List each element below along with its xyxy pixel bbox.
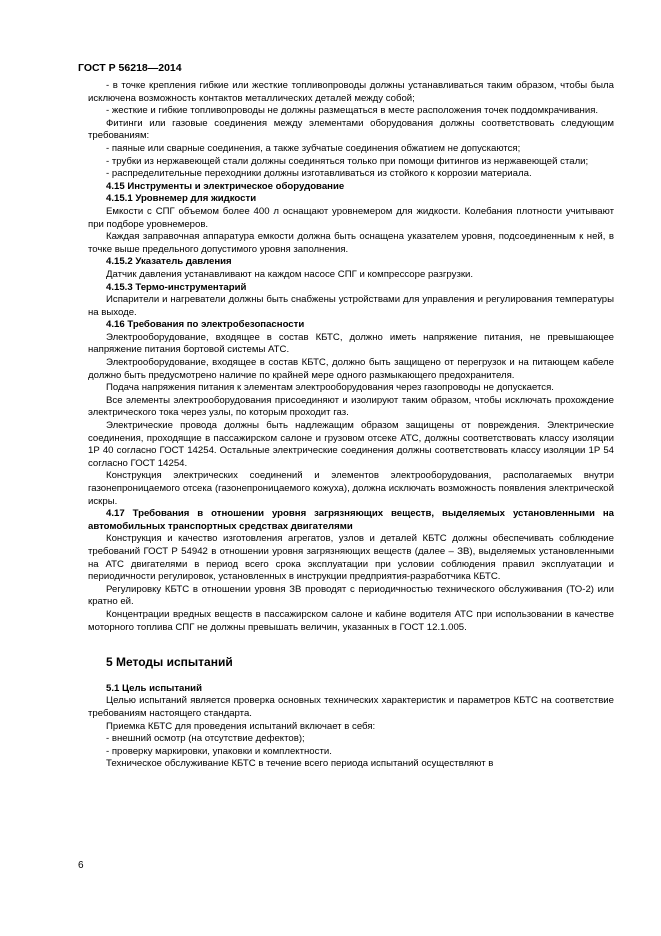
section-heading: 4.17 Требования в отношении уровня загрязняющих веществ, выделяемых установленными на автомобильных транспортных средствах двигателями (88, 508, 614, 532)
paragraph: Конструкция электрических соединений и элементов электрооборудования, располагаемых внутри газонепроницаемого отсека (газонепроницаемого кожуха), должна исключать возможность появления электрической искры. (88, 470, 614, 507)
paragraph: Электрические провода должны быть надлежащим образом защищены от повреждения. Электрические соединения, проходящие в пассажирском салоне и грузовом отсеке АТС, должны соответствовать классу изоляции 1Р 40 согласно ГОСТ 14254. Остальные электрические соединения должны соответствовать классу изоляции 1Р 54 согласно ГОСТ 14254. (88, 420, 614, 469)
paragraph: - в точке крепления гибкие или жесткие топливопроводы должны устанавливаться таким образом, чтобы была исключена возможность контактов металлических деталей между собой; (88, 80, 614, 104)
paragraph: Датчик давления устанавливают на каждом насосе СПГ и компрессоре разгрузки. (106, 268, 474, 280)
paragraph: Электрооборудование, входящее в состав КБТС, должно быть защищено от перегрузок и на питающем кабеле должно быть предусмотрено наличие по крайней мере одного размыкающего предохранителя. (88, 357, 614, 381)
chapter-heading: 5 Методы испытаний (106, 655, 233, 670)
paragraph: Приемка КБТС для проведения испытаний включает в себя: (106, 720, 376, 732)
paragraph: - паяные или сварные соединения, а также зубчатые соединения обжатием не допускаются; (106, 142, 521, 154)
document-body (88, 80, 614, 771)
paragraph: - распределительные переходники должны изготавливаться из стойкого к коррозии материала. (106, 168, 532, 180)
paragraph: Испарители и нагреватели должны быть снабжены устройствами для управления и регулирования температуры на выходе. (88, 294, 614, 318)
paragraph: - проверку маркировки, упаковки и комплектности. (106, 745, 332, 757)
document-header: ГОСТ Р 56218—2014 (78, 62, 182, 74)
paragraph: Все элементы электрооборудования присоединяют и изолируют таким образом, чтобы исключать прохождение электрического тока через узлы, по которым проходит газ. (88, 394, 614, 419)
paragraph: - трубки из нержавеющей стали должны соединяться только при помощи фитингов из нержавеющей стали; (106, 155, 589, 167)
subsection-heading: 5.1 Цель испытаний (106, 682, 202, 694)
section-heading: 4.15.3 Термо-инструментарий (106, 281, 247, 293)
paragraph: Электрооборудование, входящее в состав КБТС, должно иметь напряжение питания, не превышающее напряжение питания бортовой системы АТС. (88, 331, 614, 356)
paragraph: Фитинги или газовые соединения между элементами оборудования должны соответствовать следующим требованиям: (88, 117, 614, 142)
section-heading: 4.16 Требования по электробезопасности (106, 319, 305, 331)
section-heading: 4.15 Инструменты и электрическое оборудование (106, 180, 345, 192)
section-heading: 4.15.2 Указатель давления (106, 256, 232, 268)
paragraph: - внешний осмотр (на отсутствие дефектов); (106, 733, 305, 745)
paragraph: - жесткие и гибкие топливопроводы не должны размещаться в месте расположения точек поддомкрачивания. (106, 105, 599, 117)
section-heading: 4.15.1 Уровнемер для жидкости (106, 193, 257, 205)
paragraph: Каждая заправочная аппаратура емкости должна быть оснащена указателем уровня, подсоединенным к ней, в точке выше предельного допустимого уровня заполнения. (88, 231, 614, 255)
paragraph: Емкости с СПГ объемом более 400 л оснащают уровнемером для жидкости. Колебания плотности учитывают при подборе уровнемеров. (88, 205, 614, 230)
paragraph: Техническое обслуживание КБТС в течение всего периода испытаний осуществляют в (106, 758, 494, 770)
paragraph: Регулировку КБТС в отношении уровня ЗВ проводят с периодичностью технического обслуживания (ТО-2) или кратно ей. (88, 583, 614, 608)
paragraph: Концентрации вредных веществ в пассажирском салоне и кабине водителя АТС при использовании в качестве моторного топлива СПГ не должны превышать величин, указанных в ГОСТ 12.1.005. (88, 608, 614, 633)
paragraph: Целью испытаний является проверка основных технических характеристик и параметров КБТС на соответствие требованиям настоящего стандарта. (88, 695, 614, 719)
paragraph: Подача напряжения питания к элементам электрооборудования через газопроводы не допускается. (106, 382, 554, 394)
page-number: 6 (78, 860, 84, 871)
paragraph: Конструкция и качество изготовления агрегатов, узлов и деталей КБТС должны обеспечивать соблюдение требований ГОСТ Р 54942 в отношении уровня загрязняющих веществ (далее – ЗВ), выделяемых установленными на АТС двигателями в период всего срока эксплуатации при условии соблюдения правил эксплуатации и периодичности регулировок, установленных в инструкции предприятия-разработчика КБТС. (88, 533, 614, 583)
